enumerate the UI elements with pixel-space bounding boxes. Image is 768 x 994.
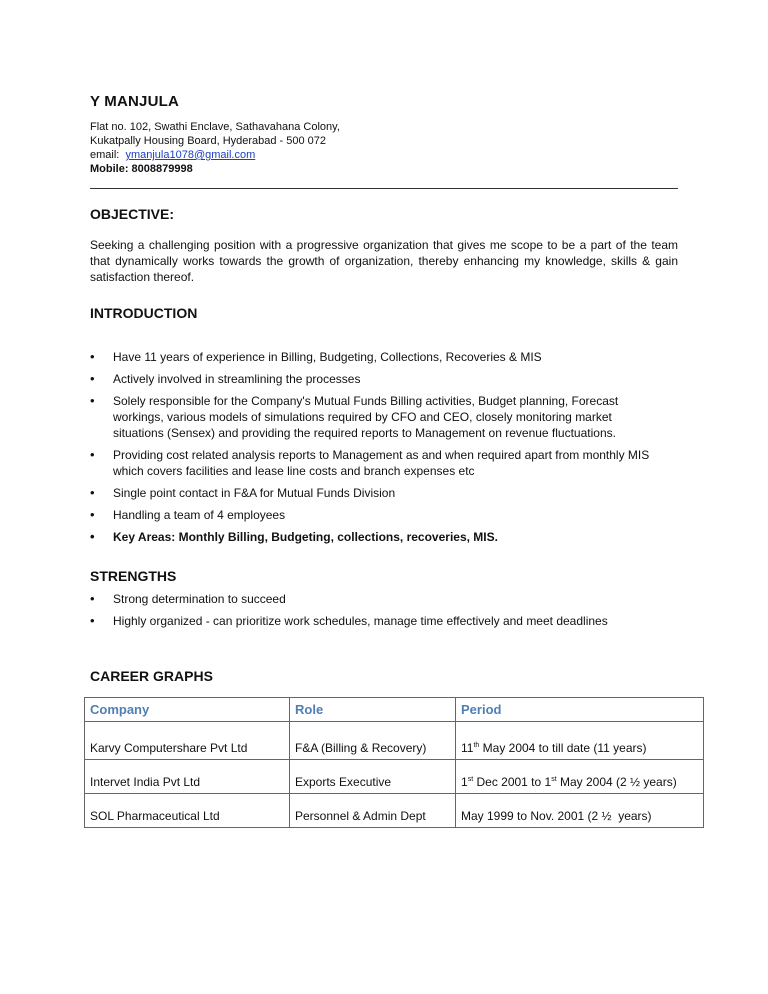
email-line (90, 148, 340, 162)
introduction-list (90, 349, 678, 551)
period-text: Dec 2001 to 1 (473, 775, 552, 789)
list-item: • Highly organized - can prioritize work schedules, manage time effectively and meet deadlines (90, 613, 678, 629)
period-text: 11 (461, 741, 474, 755)
role-cell: Exports Executive (290, 760, 456, 794)
period-cell (456, 760, 704, 794)
role-cell: F&A (Billing & Recovery) (290, 722, 456, 760)
candidate-name: Y MANJULA (90, 93, 180, 110)
period-cell: May 1999 to Nov. 2001 (2 ½ years) (456, 794, 704, 828)
email-link[interactable]: ymanjula1078@gmail.com (125, 149, 256, 161)
objective-text: Seeking a challenging position with a progressive organization that gives me scope to be a part of the team that dynamically works towards the growth of organization, thereby enhancing my knowledge, skills & gain satisfaction thereof. (90, 238, 678, 284)
mobile-number: Mobile: 8008879998 (90, 163, 193, 175)
email-label: email: (90, 149, 126, 161)
column-header-period: Period (456, 698, 704, 722)
list-item: • Strong determination to succeed (90, 591, 678, 607)
strengths-heading: STRENGTHS (90, 568, 177, 584)
column-header-company: Company (85, 698, 290, 722)
column-header-role: Role (290, 698, 456, 722)
strengths-list (90, 591, 678, 635)
list-item: • Actively involved in streamlining the processes (90, 371, 678, 387)
company-cell: SOL Pharmaceutical Ltd (85, 794, 290, 828)
table-row (85, 722, 704, 760)
list-item: • Providing cost related analysis reports to Management as and when required apart from monthly MIS which covers facilities and lease line costs and branch expenses etc (90, 447, 678, 479)
contact-block (90, 120, 340, 176)
role-cell: Personnel & Admin Dept (290, 794, 456, 828)
period-text: May 2004 (2 ½ years) (556, 775, 677, 789)
period-text: 1 (461, 775, 468, 789)
period-text: May 2004 to till date (11 years) (479, 741, 647, 755)
table-header-row (85, 698, 704, 722)
list-item: • Single point contact in F&A for Mutual Funds Division (90, 485, 678, 501)
list-item: • Have 11 years of experience in Billing, Budgeting, Collections, Recoveries & MIS (90, 349, 678, 365)
career-heading: CAREER GRAPHS (90, 668, 213, 684)
company-cell: Karvy Computershare Pvt Ltd (85, 722, 290, 760)
ordinal-suffix: st (551, 776, 557, 783)
address-line-2: Kukatpally Housing Board, Hyderabad - 500 072 (90, 135, 327, 147)
company-cell: Intervet India Pvt Ltd (85, 760, 290, 794)
objective-heading: OBJECTIVE: (90, 206, 175, 222)
table-row (85, 794, 704, 828)
header-divider (90, 188, 678, 189)
ordinal-suffix: th (473, 742, 480, 749)
list-item-key-areas: • Key Areas: Monthly Billing, Budgeting, collections, recoveries, MIS. (90, 529, 678, 545)
list-item: • Solely responsible for the Company's Mutual Funds Billing activities, Budget planning, Forecast workings, various models of simulations required by CFO and CEO, closely monitoring market situations (Sensex) and providing the required reports to Management on revenue fluctuations. (90, 393, 678, 441)
career-table (84, 697, 704, 828)
address-line-1: Flat no. 102, Swathi Enclave, Sathavahana Colony, (90, 121, 340, 133)
introduction-heading: INTRODUCTION (90, 305, 198, 321)
table-row (85, 760, 704, 794)
list-item: • Handling a team of 4 employees (90, 507, 678, 523)
ordinal-suffix: st (467, 776, 474, 783)
period-cell (456, 722, 704, 760)
